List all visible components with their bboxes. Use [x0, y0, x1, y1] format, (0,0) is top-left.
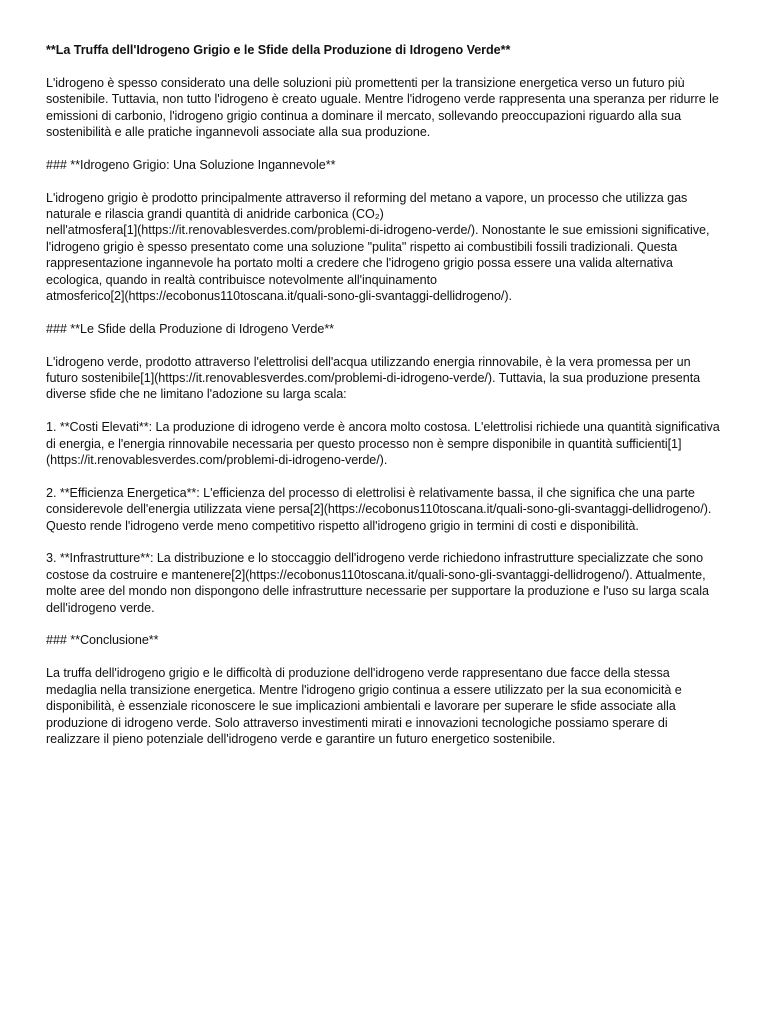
document-title: **La Truffa dell'Idrogeno Grigio e le Sfide della Produzione di Idrogeno Verde** — [46, 43, 511, 57]
document-body — [46, 42, 722, 764]
section-green-paragraph: L'idrogeno verde, prodotto attraverso l'elettrolisi dell'acqua utilizzando energia rinnovabile, è la vera promessa per un futuro sostenibile[1](https://it.renovablesverdes.com/problemi-di-idrogeno-verde/). Tuttavia, la sua produzione presenta diverse sfide che ne limitano l'adozione su larga scala: — [46, 354, 701, 402]
conclusion-paragraph: La truffa dell'idrogeno grigio e le difficoltà di produzione dell'idrogeno verde rappresentano due facce della stessa medaglia nella transizione energetica. Mentre l'idrogeno grigio continua a essere utilizzato per la sua economicità e disponibilità, è essenziale riconoscere le sue implicazioni ambientali e lavorare per superare le sfide associate alla produzione di idrogeno verde. Solo attraverso investimenti mirati e innovazioni tecnologiche possiamo sperare di realizzare il pieno potenziale dell'idrogeno verde e garantire un futuro energetico sostenibile. — [46, 666, 682, 746]
conclusion-heading: ### **Conclusione** — [46, 633, 159, 648]
section-green-heading: ### **Le Sfide della Produzione di Idrogeno Verde** — [46, 321, 335, 336]
section-grey-paragraph — [46, 190, 722, 305]
section-grey-text-1: L'idrogeno grigio è prodotto principalmente attraverso il reforming del metano a vapore, un processo che utilizza gas naturale e rilascia grandi quantità di anidride carbonica (CO₂) — [46, 190, 688, 222]
section-grey-heading: ### **Idrogeno Grigio: Una Soluzione Ingannevole** — [46, 157, 336, 172]
section-grey-text-3: atmosferico[2](https://ecobonus110toscana.it/quali-sono-gli-svantaggi-dellidrogeno/). — [46, 289, 512, 304]
list-item-costs: 1. **Costi Elevati**: La produzione di idrogeno verde è ancora molto costosa. L'elettrolisi richiede una quantità significativa di energia, e l'energia rinnovabile necessaria per questo processo non è sempre disponibile in quantità sufficienti[1](https://it.renovablesverdes.com/problemi-di-idrogeno-verde/). — [46, 420, 720, 468]
list-item-infrastructure: 3. **Infrastrutture**: La distribuzione e lo stoccaggio dell'idrogeno verde richiedono infrastrutture specializzate che sono costose da costruire e mantenere[2](https://ecobonus110toscana.it/quali-sono-gli-svantaggi-dellidrogeno/). Attualmente, molte aree del mondo non dispongono delle infrastrutture necessarie per supportare la produzione e l'uso su larga scala dell'idrogeno verde. — [46, 551, 709, 615]
list-item-efficiency: 2. **Efficienza Energetica**: L'efficienza del processo di elettrolisi è relativamente bassa, il che significa che una parte considerevole dell'energia utilizzata viene persa[2](https://ecobonus110toscana.it/quali-sono-gli-svantaggi-dellidrogeno/). Questo rende l'idrogeno verde meno competitivo rispetto all'idrogeno grigio in termini di costi e disponibilità. — [46, 485, 712, 533]
section-grey-text-2: nell'atmosfera[1](https://it.renovablesverdes.com/problemi-di-idrogeno-verde/). Nonostante le sue emissioni significative, l'idrogeno grigio è spesso presentato come una soluzione "pulita" rispetto ai combustibili fossili tradizionali. Questa rappresentazione ingannevole ha portato molti a credere che l'idrogeno grigio possa essere una valida alternativa ecologica, quando in realtà contribuisce notevolmente all'inquinamento — [46, 223, 710, 287]
intro-paragraph: L'idrogeno è spesso considerato una delle soluzioni più promettenti per la transizione energetica verso un futuro più sostenibile. Tuttavia, non tutto l'idrogeno è creato uguale. Mentre l'idrogeno verde rappresenta una speranza per ridurre le emissioni di carbonio, l'idrogeno grigio continua a dominare il mercato, sollevando preoccupazioni riguardo alla sua sostenibilità e alle pratiche ingannevoli associate alla sua produzione. — [46, 75, 719, 140]
